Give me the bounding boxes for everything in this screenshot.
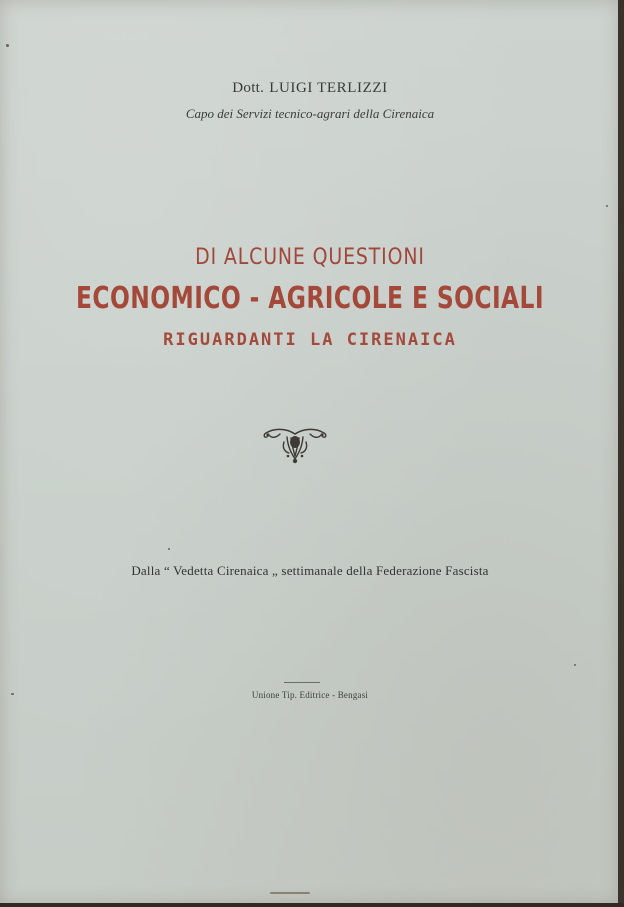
title-line-2: ECONOMICO - AGRICOLE E SOCIALI	[76, 281, 544, 316]
author-name: LUIGI TERLIZZI	[269, 80, 388, 96]
paper-speck	[6, 44, 9, 47]
paper-mark	[270, 892, 310, 894]
author-prefix: Dott.	[232, 80, 265, 96]
scan-edge-right	[618, 0, 624, 907]
title-line-3: RIGUARDANTI LA CIRENAICA	[163, 330, 457, 350]
scan-edge-bottom	[0, 903, 624, 907]
author-role: Capo dei Servizi tecnico-agrari della Cirenaica	[185, 106, 435, 121]
paper-speck	[574, 664, 576, 666]
title-line-1: DI ALCUNE QUESTIONI	[195, 245, 425, 270]
author-line	[0, 80, 620, 97]
printer-imprint: Unione Tip. Editrice - Bengasi	[251, 690, 369, 700]
source-note: Dalla “ Vedetta Cirenaica „ settimanale della Federazione Fascista	[131, 563, 489, 578]
floral-ornament-icon	[260, 426, 330, 466]
paper-speck	[168, 548, 170, 550]
divider-rule	[284, 682, 320, 683]
paper-speck	[606, 205, 608, 207]
